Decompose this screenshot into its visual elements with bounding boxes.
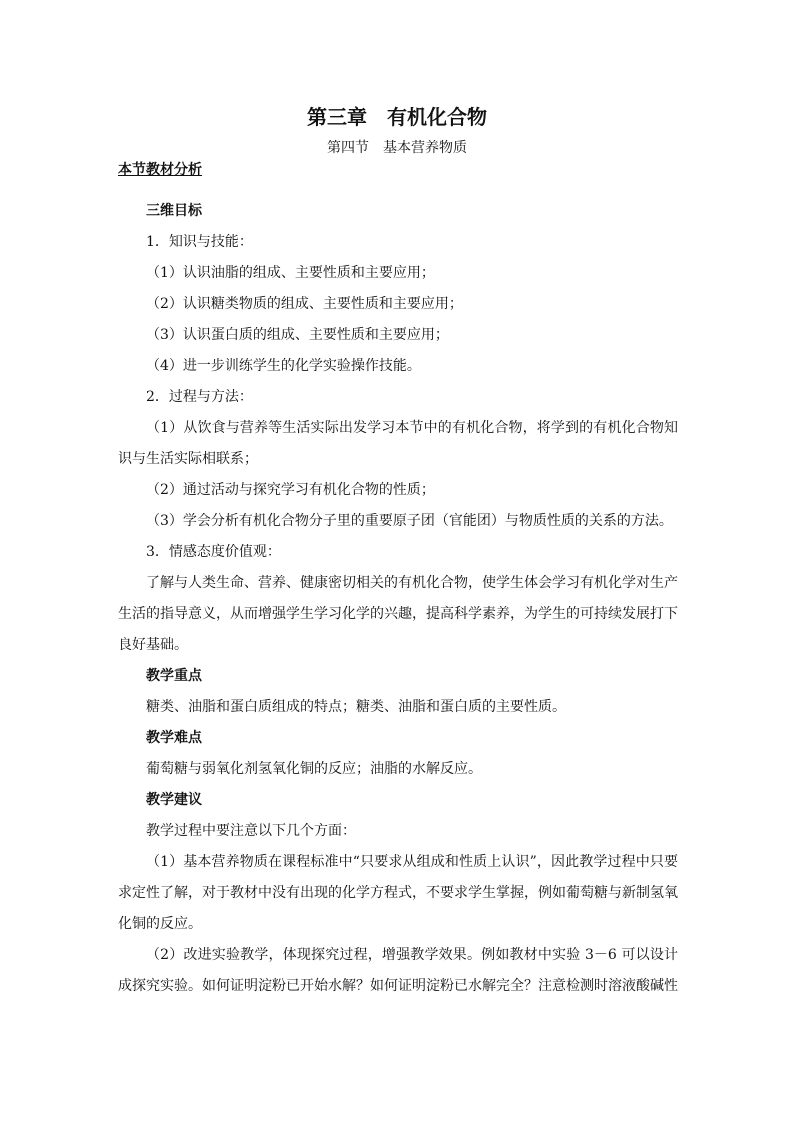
paragraph: （2）认识糖类物质的组成、主要性质和主要应用； — [146, 296, 463, 312]
paragraph: （1）认识油脂的组成、主要性质和主要应用； — [146, 265, 435, 281]
paragraph: 教学过程中要注意以下几个方面： — [146, 823, 356, 839]
paragraph: （3）学会分析有机化合物分子里的重要原子团（官能团）与物质性质的关系的方法。 — [146, 513, 673, 529]
heading-key-points: 教学重点 — [146, 668, 202, 684]
paragraph: （1）从饮食与营养等生活实际出发学习本节中的有机化合物，将学到的有机化合物知识与生活实际相联系； — [118, 420, 678, 467]
section-label: 本节教材分析 — [118, 162, 202, 178]
heading-difficulties: 教学难点 — [146, 730, 202, 746]
heading-suggestions: 教学建议 — [146, 792, 202, 808]
paragraph: 了解与人类生命、营养、健康密切相关的有机化合物，使学生体会学习有机化学对生产生活的指导意义，从而增强学生学习化学的兴趣，提高科学素养，为学生的可持续发展打下良好基础。 — [118, 575, 678, 653]
paragraph: （3）认识蛋白质的组成、主要性质和主要应用； — [146, 327, 449, 343]
paragraph: 葡萄糖与弱氧化剂氢氧化铜的反应；油脂的水解反应。 — [146, 761, 482, 777]
paragraph: （1）基本营养物质在课程标准中“只要求从组成和性质上认识”，因此教学过程中只要求定性了解，对于教材中没有出现的化学方程式，不要求学生掌握，例如葡萄糖与新制氢氧化铜的反应。 — [118, 854, 678, 932]
paragraph: （2）通过活动与探究学习有机化合物的性质； — [146, 482, 435, 498]
paragraph: 2．过程与方法： — [146, 389, 253, 405]
paragraph: （2）改进实验教学，体现探究过程，增强教学效果。例如教材中实验 3－6 可以设计成探究实验。如何证明淀粉已开始水解？如何证明淀粉已水解完全？注意检测时溶液酸碱性 — [118, 947, 678, 994]
heading-objectives: 三维目标 — [146, 203, 202, 219]
document-body — [118, 196, 678, 1002]
paragraph: 1．知识与技能： — [146, 234, 253, 250]
paragraph: 糖类、油脂和蛋白质组成的特点；糖类、油脂和蛋白质的主要性质。 — [146, 699, 566, 715]
paragraph: 3．情感态度价值观： — [146, 544, 281, 560]
section-subtitle: 第四节 基本营养物质 — [327, 140, 467, 156]
chapter-title: 第三章 有机化合物 — [307, 105, 487, 129]
paragraph: （4）进一步训练学生的化学实验操作技能。 — [146, 358, 421, 374]
